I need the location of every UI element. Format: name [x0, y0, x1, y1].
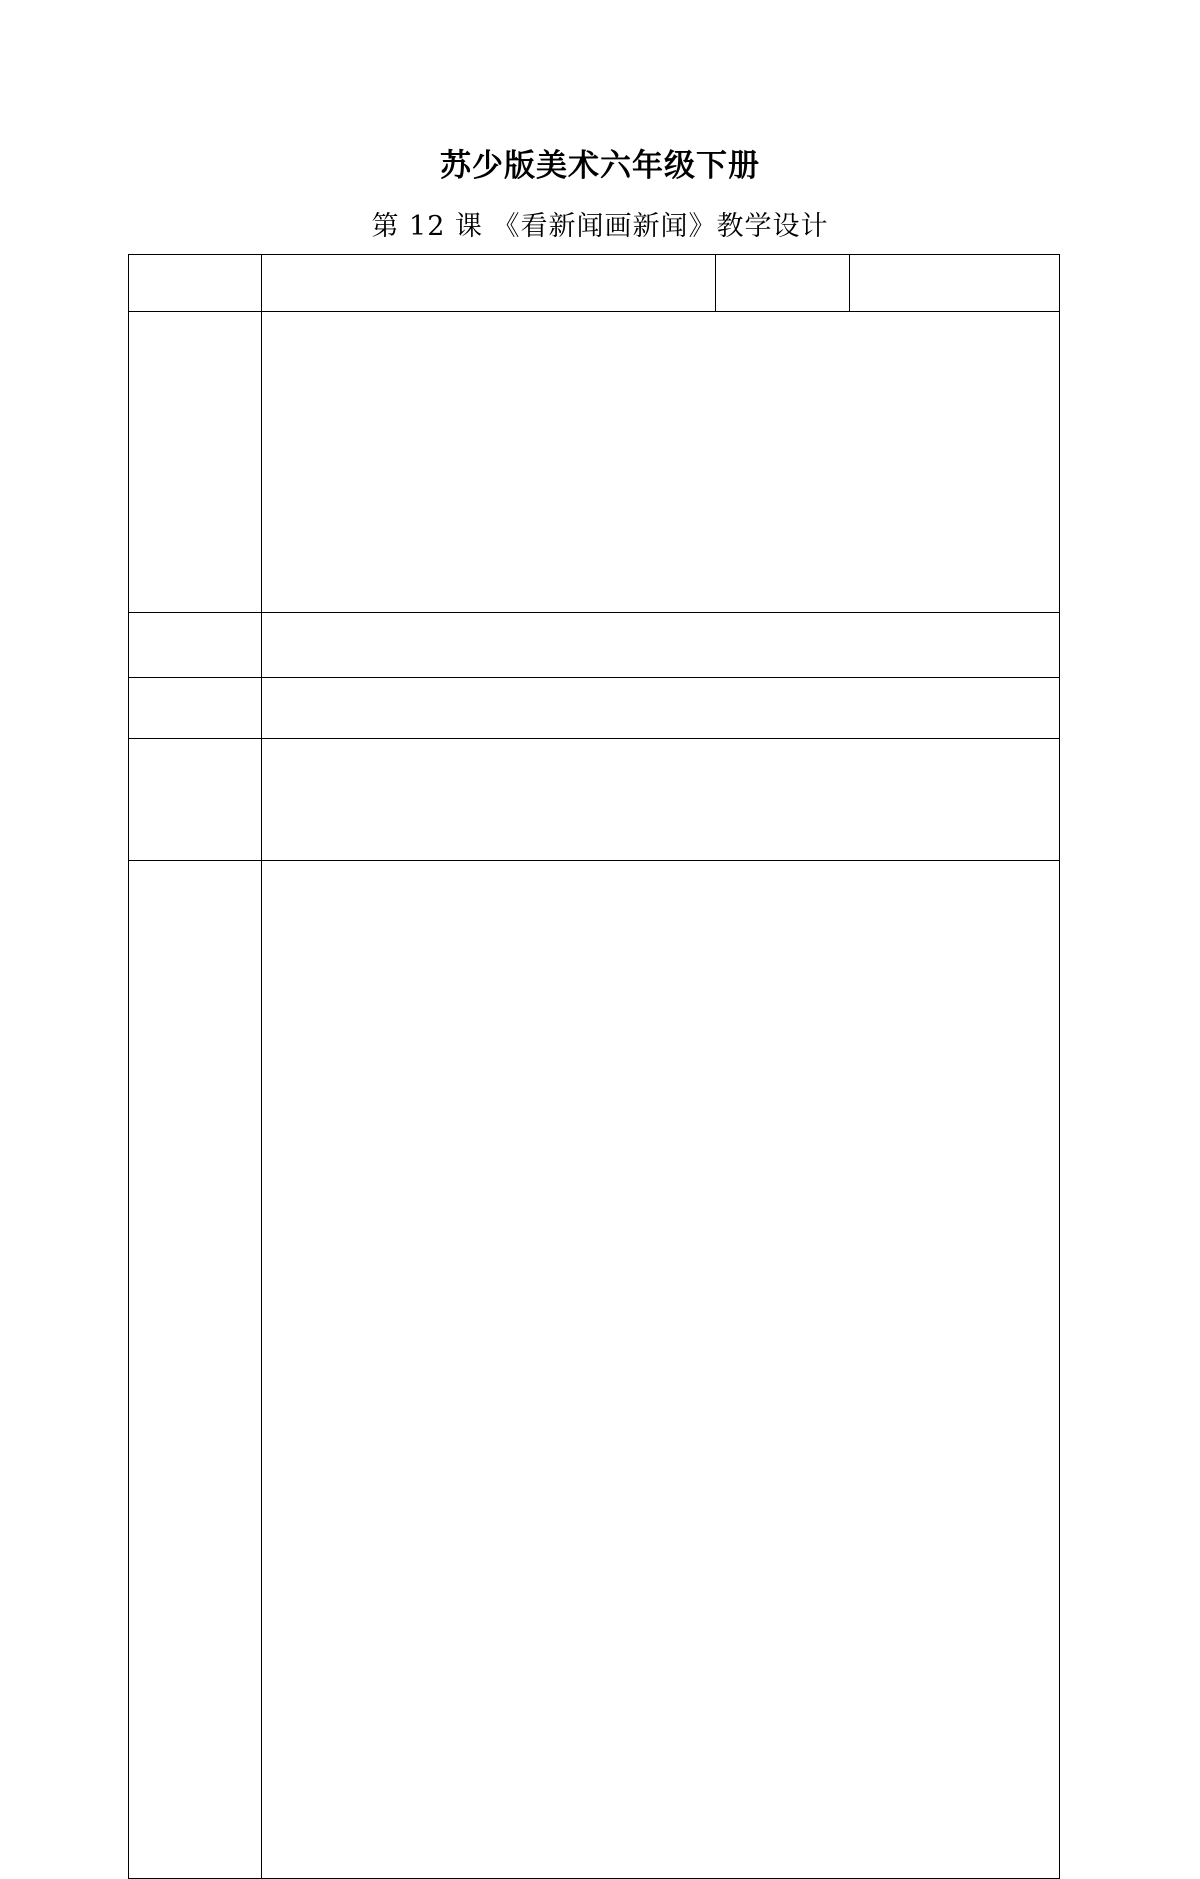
- key-point-label: [129, 613, 262, 678]
- hours-label: [716, 255, 850, 312]
- row-difficulty: [129, 678, 1060, 739]
- difficulty-content: [262, 678, 1060, 739]
- preparation-label: [129, 739, 262, 861]
- row-process: [129, 861, 1060, 1879]
- topic-value: [262, 255, 716, 312]
- page-subtitle: 第 12 课 《看新闻画新闻》教学设计: [371, 211, 829, 242]
- row-preparation: [129, 739, 1060, 861]
- preparation-content: [262, 739, 1060, 861]
- page-title: 苏少版美术六年级下册: [440, 148, 760, 184]
- objectives-label: [129, 312, 262, 613]
- row-objectives: [129, 312, 1060, 613]
- objectives-content: [262, 312, 1060, 613]
- process-content: [262, 861, 1060, 1879]
- row-topic: [129, 255, 1060, 312]
- difficulty-label: [129, 678, 262, 739]
- lesson-plan-table: [128, 254, 1060, 1879]
- row-key-point: [129, 613, 1060, 678]
- key-point-content: [262, 613, 1060, 678]
- hours-value: [850, 255, 1060, 312]
- process-label: [129, 861, 262, 1879]
- topic-label: [129, 255, 262, 312]
